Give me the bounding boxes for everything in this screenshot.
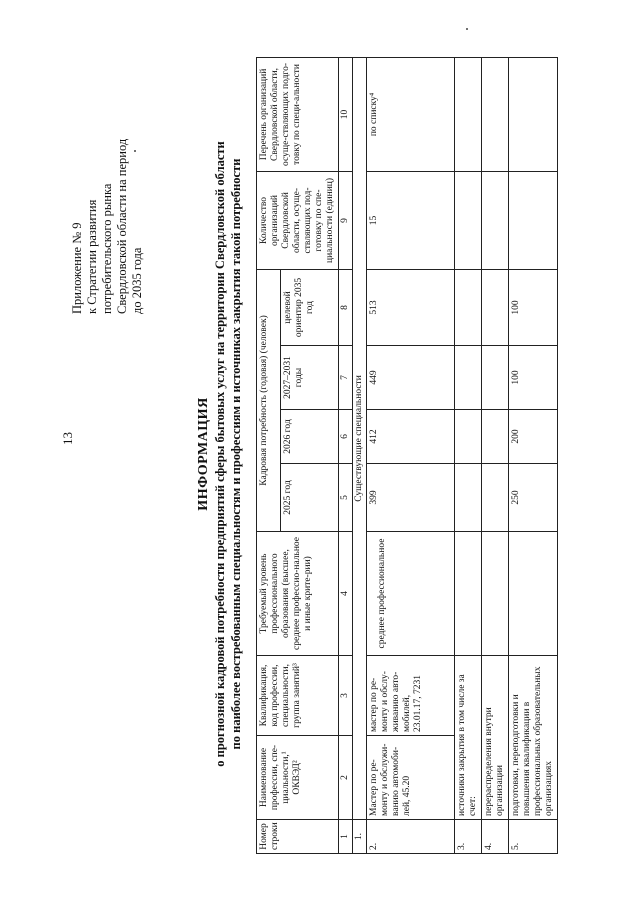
col-number: 1	[339, 820, 353, 854]
education-level: среднее профессиональное	[367, 532, 455, 656]
demand-2025: 399	[367, 464, 455, 532]
table-row	[367, 57, 455, 853]
title-main: ИНФОРМАЦИЯ	[196, 397, 211, 511]
col-number: 2	[339, 736, 353, 820]
scan-speck	[466, 28, 468, 30]
profession-name: Мастер по ре-монту и обслужи-ванию автомоби-лей, 45.20	[367, 736, 455, 820]
demand-target: 513	[367, 269, 455, 345]
page-number: 13	[60, 432, 75, 445]
header-demand-group: Кадровая потребность (годовая) (человек)	[257, 269, 281, 531]
header-2026: 2026 год	[281, 410, 339, 464]
header-2025: 2025 год	[281, 464, 339, 532]
appendix-line: Свердловской области на период	[115, 138, 129, 314]
rotated-page-content	[18, 24, 618, 884]
demand-2027-2031: 100	[509, 346, 558, 410]
title-line-2: по наиболее востребованным специальностям и профессиям и источниках закрытия такой потребности	[229, 158, 243, 750]
table-row	[482, 57, 509, 853]
col-number: 10	[339, 57, 353, 171]
appendix-line: потребительского рынка	[100, 183, 114, 314]
header-row	[257, 57, 281, 853]
demand-table	[256, 57, 558, 854]
header-name: Наименование профессии, спе-циальности,¹ ОКВЭД²	[257, 736, 339, 820]
header-org-count: Количество организаций Свердловской области, осуще-ствляющих под-готовку по спе-циальности (единиц)	[257, 171, 339, 269]
header-target-2035: целевой ориентир 2035 год	[281, 269, 339, 345]
row-number: 2.	[367, 820, 455, 854]
section-row	[353, 57, 367, 853]
col-number: 5	[339, 464, 353, 532]
source-label: источники закрытия в том числе за счет:	[455, 656, 482, 820]
scan-speck	[134, 150, 136, 152]
demand-2025: 250	[509, 464, 558, 532]
column-number-row	[339, 57, 353, 853]
demand-2026: 412	[367, 410, 455, 464]
document-title	[196, 24, 244, 884]
header-qualification: Квалификация, код профессии, специальности, группа занятий³	[257, 656, 339, 736]
col-number: 3	[339, 656, 353, 736]
qualification: мастер по ре-монту и обслу-живанию авто-мобилей, 23.01.17, 7231	[367, 656, 455, 736]
appendix-note	[70, 139, 145, 314]
table-row	[509, 57, 558, 853]
header-2027-2031: 2027–2031 годы	[281, 346, 339, 410]
section-label: Существующие специальности	[353, 57, 367, 819]
appendix-line: Приложение № 9	[70, 222, 84, 314]
source-label: подготовки, переподготовки и повышения квалификации в профессиональных образовательных организациях	[509, 656, 558, 820]
header-org-list: Перечень организаций Свердловской области, осуще-ствляющих подго-товку по специ-альности	[257, 57, 339, 171]
header-education: Требуемый уровень профессионального образования (высшее, среднее профессио-нальное и иные крите-рии)	[257, 532, 339, 656]
appendix-line: до 2035 года	[130, 247, 144, 314]
row-number: 4.	[482, 820, 509, 854]
col-number: 9	[339, 171, 353, 269]
col-number: 6	[339, 410, 353, 464]
row-number: 5.	[509, 820, 558, 854]
org-count: 15	[367, 171, 455, 269]
header-row-no: Номер строки	[257, 820, 339, 854]
demand-target: 100	[509, 269, 558, 345]
source-label: перераспределения внутри организации	[482, 656, 509, 820]
table-row	[455, 57, 482, 853]
title-line-1: о прогнозной кадровой потребности предприятий сферы бытовых услуг на территории Свердловской области	[213, 141, 227, 767]
demand-2026: 200	[509, 410, 558, 464]
org-list: по списку⁴	[367, 57, 455, 171]
col-number: 8	[339, 269, 353, 345]
col-number: 4	[339, 532, 353, 656]
appendix-line: к Стратегии развития	[85, 199, 99, 314]
demand-2027-2031: 449	[367, 346, 455, 410]
col-number: 7	[339, 346, 353, 410]
row-number: 3.	[455, 820, 482, 854]
section-number: 1.	[353, 820, 367, 854]
